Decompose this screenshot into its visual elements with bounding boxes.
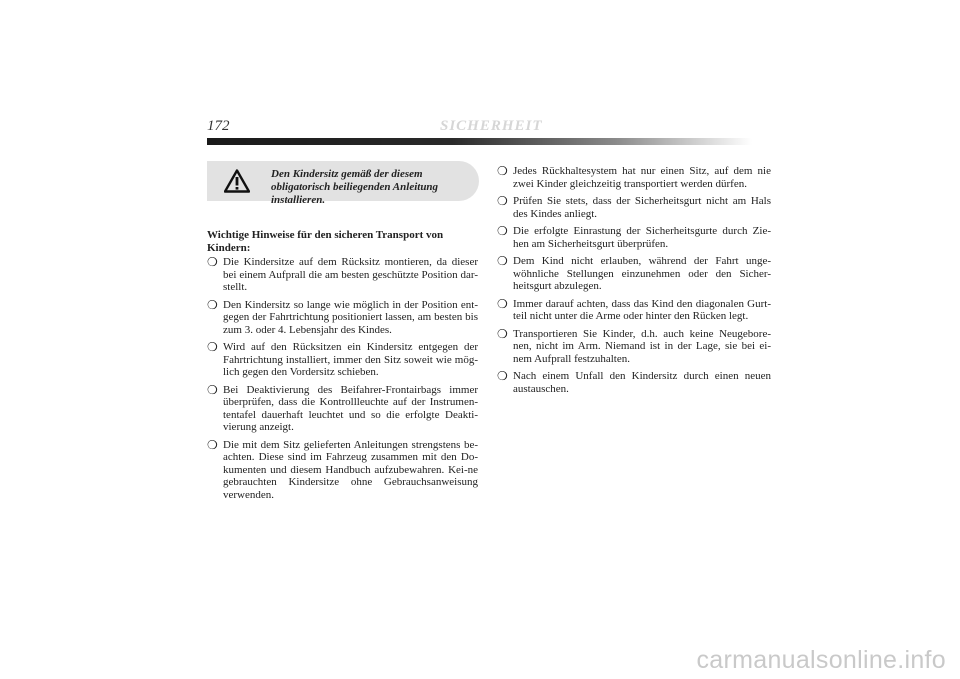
bullet-circle-icon: ❍ bbox=[207, 297, 218, 312]
list-item-text: Immer darauf achten, dass das Kind den diagonalen Gurt-teil nicht unter die Arme oder hinter den Rücken legt. bbox=[513, 297, 771, 322]
header-rule bbox=[207, 138, 752, 145]
list-item bbox=[497, 298, 771, 323]
list-item-text: Bei Deaktivierung des Beifahrer-Frontairbags immer überprüfen, dass die Kontrollleuchte auf der Instrumen-tentafel dauerhaft leuchtet und so die erfolgte Deakti-vierung anzeigt. bbox=[223, 383, 478, 433]
list-item bbox=[497, 328, 771, 366]
list-item bbox=[497, 370, 771, 395]
list-item-text: Jedes Rückhaltesystem hat nur einen Sitz, auf dem nie zwei Kinder gleichzeitig transportiert werden dürfen. bbox=[513, 165, 771, 190]
list-item-text: Die mit dem Sitz gelieferten Anleitungen strengstens be-achten. Diese sind im Fahrzeug zusammen mit den Do-kumenten und diesem Handbuch aufzubewahren. Kei-ne gebrauchten Kindersitze ohne Gebrauchsanweisung verwenden. bbox=[223, 438, 478, 501]
list-item bbox=[497, 255, 771, 293]
bullet-circle-icon: ❍ bbox=[207, 437, 218, 452]
list-item bbox=[497, 165, 771, 190]
list-item-text: Dem Kind nicht erlauben, während der Fahrt unge-wöhnliche Stellungen einzunehmen oder den Sicher-heitsgurt abzulegen. bbox=[513, 255, 771, 292]
bullet-circle-icon: ❍ bbox=[207, 255, 218, 269]
right-bullet-list bbox=[497, 165, 771, 395]
list-item-text: Den Kindersitz so lange wie möglich in der Position ent-gegen der Fahrtrichtung positioniert lassen, am besten bis zum 3. oder 4. Lebensjahr des Kindes. bbox=[223, 298, 478, 336]
list-item bbox=[207, 384, 478, 434]
bullet-circle-icon: ❍ bbox=[207, 382, 218, 397]
bullet-circle-icon: ❍ bbox=[497, 296, 508, 311]
warning-box bbox=[207, 161, 479, 206]
list-item bbox=[497, 225, 771, 250]
watermark-text: carmanualsonline.info bbox=[696, 646, 946, 674]
page-number: 172 bbox=[207, 118, 230, 134]
list-item-text: Die Kindersitze auf dem Rücksitz montieren, da dieser bei einem Aufprall die am besten geschützte Position dar-stellt. bbox=[223, 256, 478, 293]
bullet-circle-icon: ❍ bbox=[497, 224, 508, 238]
list-item bbox=[207, 341, 478, 379]
bullet-circle-icon: ❍ bbox=[207, 340, 218, 354]
list-item bbox=[207, 439, 478, 502]
left-column bbox=[207, 229, 478, 506]
warning-text: Den Kindersitz gemäß der diesem obligatorisch beiliegenden Anleitung installieren. bbox=[271, 168, 439, 206]
right-column bbox=[497, 165, 771, 400]
section-title: SICHERHEIT bbox=[440, 118, 543, 134]
bullet-circle-icon: ❍ bbox=[497, 164, 508, 178]
list-item-text: Transportieren Sie Kinder, d.h. auch keine Neugebore-nen, nicht im Arm. Niemand ist in der Lage, sie bei ei-nem Aufprall festzuhalten. bbox=[513, 327, 771, 365]
list-item-text: Wird auf den Rücksitzen ein Kindersitz entgegen der Fahrtrichtung installiert, immer den Sitz soweit wie mög-lich gegen den Vordersitz schieben. bbox=[223, 341, 478, 378]
section-heading: Wichtige Hinweise für den sicheren Transport von Kindern: bbox=[207, 229, 444, 254]
list-item bbox=[497, 195, 771, 220]
bullet-circle-icon: ❍ bbox=[497, 326, 508, 341]
left-bullet-list bbox=[207, 256, 478, 501]
list-item-text: Prüfen Sie stets, dass der Sicherheitsgurt nicht am Hals des Kindes anliegt. bbox=[513, 195, 771, 220]
bullet-circle-icon: ❍ bbox=[497, 194, 508, 208]
list-item bbox=[207, 256, 478, 294]
list-item bbox=[207, 299, 478, 337]
bullet-circle-icon: ❍ bbox=[497, 254, 508, 268]
bullet-circle-icon: ❍ bbox=[497, 369, 508, 383]
warning-triangle-icon bbox=[224, 169, 250, 193]
list-item-text: Nach einem Unfall den Kindersitz durch einen neuen austauschen. bbox=[513, 370, 771, 395]
list-item-text: Die erfolgte Einrastung der Sicherheitsgurte durch Zie-hen am Sicherheitsgurt überprüfen. bbox=[513, 225, 771, 250]
